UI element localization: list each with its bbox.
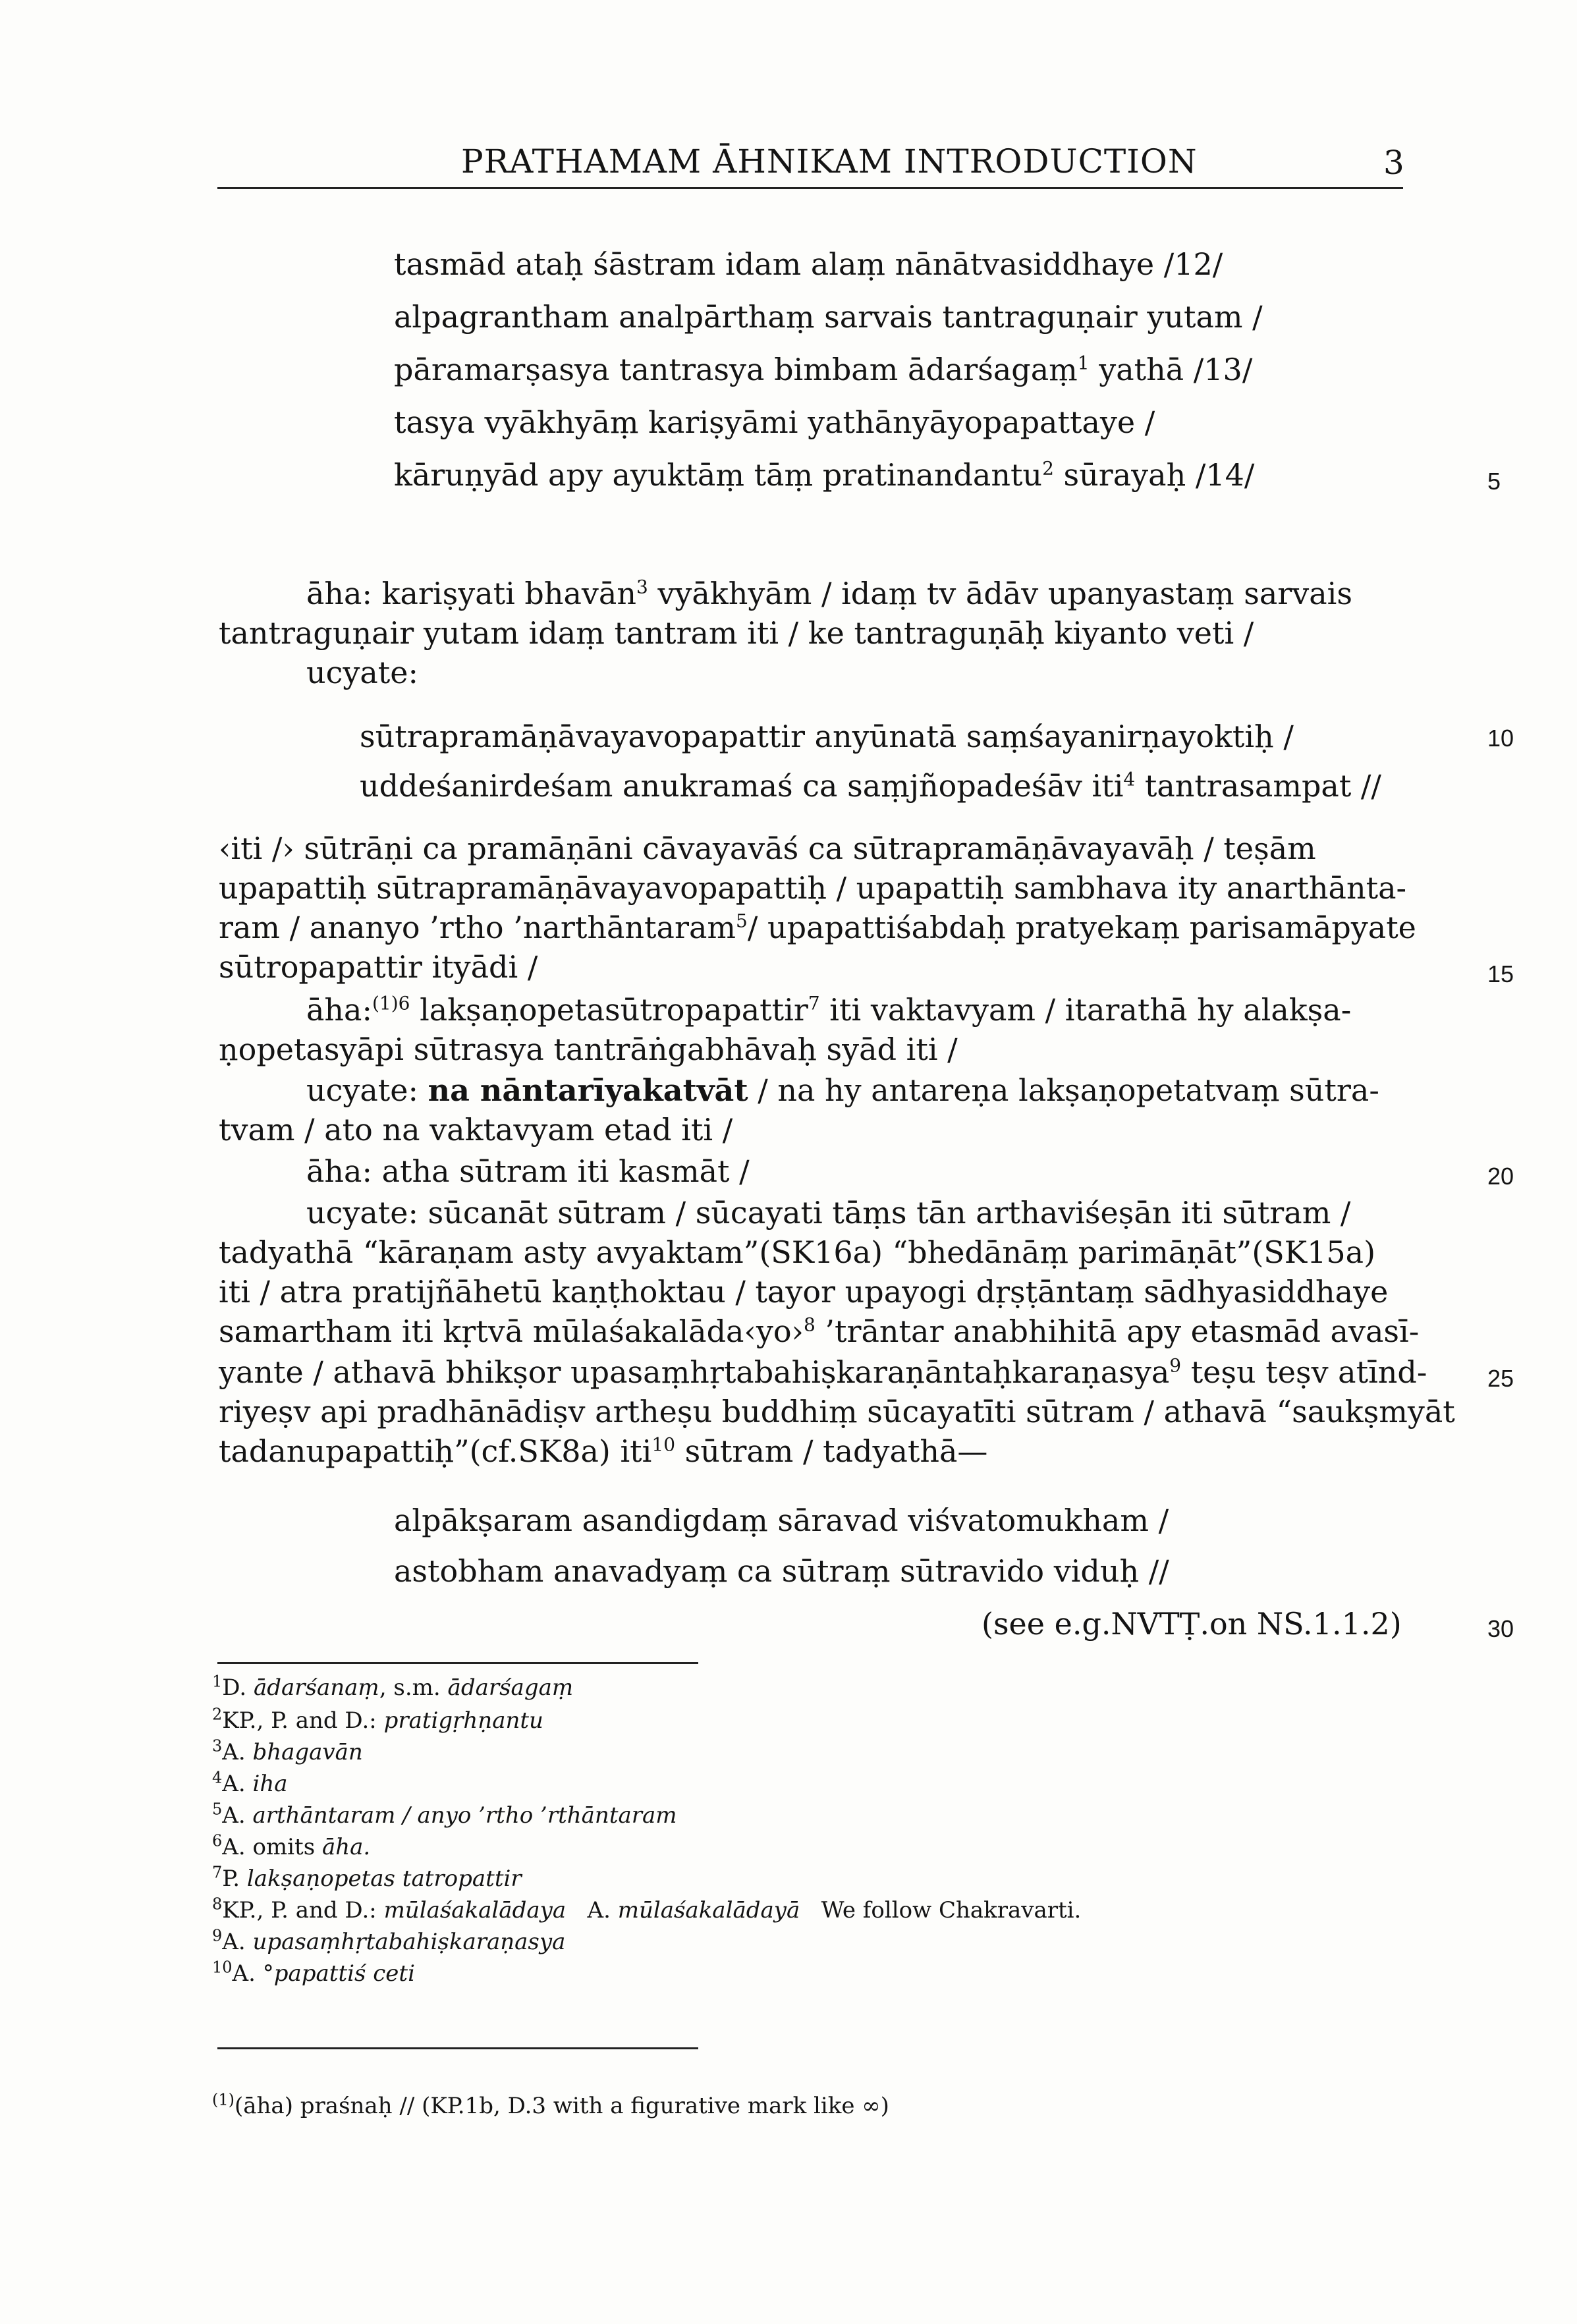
line-number: 15 — [1487, 960, 1514, 987]
footnote: $^5$A. arthāntaram / anyo ’rtho ’rthāntaram — [212, 1800, 677, 1829]
line-number: 30 — [1487, 1615, 1514, 1642]
bold-phrase: na nāntarīyakatvāt — [428, 1072, 748, 1108]
verse-line: uddeśanirdeśam anukramaś ca saṃjñopadeśāv iti$^4$ tantrasampat // — [360, 768, 1381, 804]
prose-line: ucyate: na nāntarīyakatvāt / na hy antareṇa lakṣaṇopetatvaṃ sūtra- — [306, 1072, 1379, 1108]
editor-note-rule — [217, 2047, 698, 2049]
footnote-ref: 9 — [1169, 1354, 1182, 1377]
line-number: 25 — [1487, 1365, 1514, 1392]
prose-line: riyeṣv api pradhānādiṣv artheṣu buddhiṃ sūcayatīti sūtram / athavā “saukṣmyāt — [219, 1394, 1455, 1429]
footnote-ref: 1 — [1077, 352, 1090, 374]
line-number: 5 — [1487, 468, 1501, 495]
prose-line: samartham iti kṛtvā mūlaśakalāda‹yo›$^8$ ’trāntar anabhihitā apy etasmād avasī- — [219, 1314, 1420, 1349]
footnote: $^9$A. upasaṃhṛtabahiṣkaraṇasya — [212, 1926, 566, 1955]
footnote: $^8$KP., P. and D.: mūlaśakalādaya A. mūlaśakalādayā We follow Chakravarti. — [212, 1895, 1082, 1923]
footnote-rule — [217, 1662, 698, 1664]
footnote-ref: 7 — [808, 992, 820, 1014]
prose-line: āha: atha sūtram iti kasmāt / — [306, 1153, 750, 1189]
prose-line: ucyate: sūcanāt sūtram / sūcayati tāṃs tān arthaviśeṣān iti sūtram / — [306, 1195, 1351, 1231]
prose-line: ṇopetasyāpi sūtrasya tantrāṅgabhāvaḥ syād iti / — [219, 1032, 958, 1067]
prose-line: tadanupapattiḥ”(cf.SK8a) iti$^{10}$ sūtram / tadyathā— — [219, 1433, 988, 1469]
verse-line: alpagrantham analpārthaṃ sarvais tantraguṇair yutam / — [394, 299, 1263, 335]
footnote-ref: (1)6 — [372, 992, 410, 1014]
prose-line: ucyate: — [306, 655, 419, 690]
verse-line: alpākṣaram asandigdaṃ sāravad viśvatomukham / — [394, 1503, 1169, 1538]
prose-line: sūtropapattir ityādi / — [219, 949, 538, 985]
footnote-ref: 8 — [803, 1314, 816, 1336]
verse-line: astobham anavadyaṃ ca sūtraṃ sūtravido viduḥ // — [394, 1553, 1169, 1589]
verse-line: tasmād ataḥ śāstram idam alaṃ nānātvasiddhaye /12/ — [394, 246, 1223, 282]
citation: (see e.g.NVTṬ.on NS.1.1.2) — [982, 1606, 1402, 1642]
prose-line: āha:$^{(1)6}$ lakṣaṇopetasūtropapattir$^7$ iti vaktavyam / itarathā hy alakṣa- — [306, 992, 1352, 1028]
footnote: $^7$P. lakṣaṇopetas tatropattir — [212, 1863, 522, 1892]
prose-line: ‹iti /› sūtrāṇi ca pramāṇāni cāvayavāś ca sūtrapramāṇāvayavāḥ / teṣām — [219, 831, 1316, 866]
prose-line: upapattiḥ sūtrapramāṇāvayavopapattiḥ / upapattiḥ sambhava ity anarthānta- — [219, 870, 1407, 906]
footnote-ref: 3 — [636, 576, 648, 598]
footnote: $^6$A. omits āha. — [212, 1831, 371, 1860]
page-number: 3 — [1383, 144, 1404, 182]
footnote-ref: 5 — [736, 910, 748, 932]
verse-line: tasya vyākhyāṃ kariṣyāmi yathānyāyopapattaye / — [394, 404, 1155, 440]
verse-line: pāramarṣasya tantrasya bimbam ādarśagaṃ$^1$ yathā /13/ — [394, 352, 1253, 387]
footnote: $^2$KP., P. and D.: pratigṛhṇantu — [212, 1705, 543, 1734]
header-rule — [217, 187, 1403, 189]
prose-line: ram / ananyo ’rtho ’narthāntaram$^5$/ upapattiśabdaḥ pratyekaṃ parisamāpyate — [219, 910, 1416, 945]
footnote-ref: 10 — [651, 1433, 676, 1456]
footnote-ref: 2 — [1042, 457, 1054, 480]
prose-line: tadyathā “kāraṇam asty avyaktam”(SK16a) “bhedānāṃ parimāṇāt”(SK15a) — [219, 1234, 1376, 1270]
prose-line: tantraguṇair yutam idaṃ tantram iti / ke tantraguṇāḥ kiyanto veti / — [219, 615, 1254, 651]
prose-line: tvam / ato na vaktavyam etad iti / — [219, 1112, 733, 1148]
footnote: $^{10}$A. °papattiś ceti — [212, 1958, 415, 1987]
line-number: 10 — [1487, 725, 1514, 752]
footnote: $^3$A. bhagavān — [212, 1736, 363, 1765]
footnote: $^4$A. iha — [212, 1768, 288, 1797]
footnote-ref: 4 — [1123, 768, 1136, 790]
prose-line: yante / athavā bhikṣor upasaṃhṛtabahiṣkaraṇāntaḥkaraṇasya$^9$ teṣu teṣv atīnd- — [219, 1354, 1427, 1390]
editor-note: $^{(1)}$(āha) praśnaḥ // (KP.1b, D.3 with a figurative mark like ∞) — [212, 2090, 889, 2119]
verse-line: kāruṇyād apy ayuktāṃ tāṃ pratinandantu$^2$ sūrayaḥ /14/ — [394, 457, 1255, 493]
prose-line: iti / atra pratijñāhetū kaṇṭhoktau / tayor upayogi dṛṣṭāntaṃ sādhyasiddhaye — [219, 1274, 1389, 1310]
running-header-title: PRATHAMAM ĀHNIKAM INTRODUCTION — [461, 142, 1198, 180]
line-number: 20 — [1487, 1163, 1514, 1190]
footnote: $^1$D. ādarśanaṃ, s.m. ādarśagaṃ — [212, 1672, 574, 1701]
prose-line: āha: kariṣyati bhavān$^3$ vyākhyām / idaṃ tv ādāv upanyastaṃ sarvais — [306, 576, 1352, 611]
verse-line: sūtrapramāṇāvayavopapattir anyūnatā saṃśayanirṇayoktiḥ / — [360, 719, 1294, 754]
